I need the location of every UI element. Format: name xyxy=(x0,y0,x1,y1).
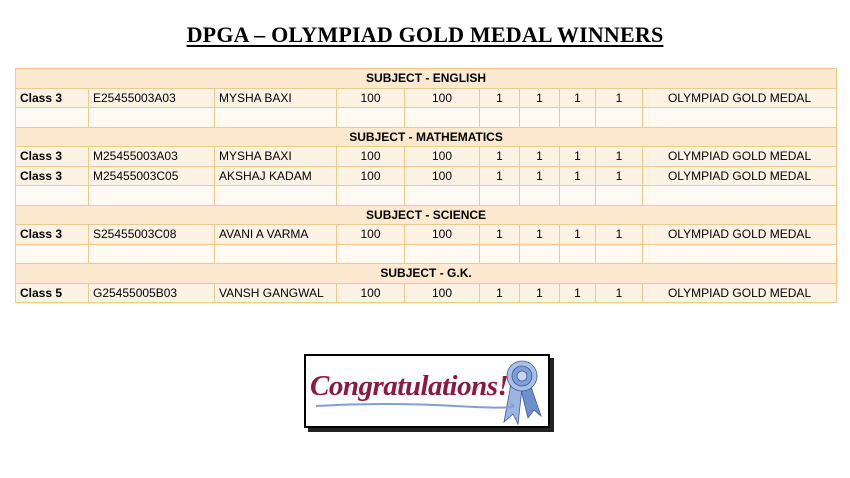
empty-cell xyxy=(16,108,89,128)
empty-cell xyxy=(596,244,643,264)
spacer-row xyxy=(16,244,837,264)
empty-cell xyxy=(89,108,215,128)
rank-cell: 1 xyxy=(520,147,560,167)
score-cell: 100 xyxy=(405,147,480,167)
award-cell: OLYMPIAD GOLD MEDAL xyxy=(643,147,837,167)
class-cell: Class 5 xyxy=(16,283,89,303)
page-title: DPGA – OLYMPIAD GOLD MEDAL WINNERS xyxy=(186,22,664,47)
code-cell: E25455003A03 xyxy=(89,88,215,108)
empty-cell xyxy=(520,186,560,206)
student-name-cell: MYSHA BAXI xyxy=(215,88,337,108)
winners-table xyxy=(15,68,837,303)
empty-cell xyxy=(643,108,837,128)
empty-cell xyxy=(215,186,337,206)
max-marks-cell: 100 xyxy=(337,166,405,186)
rank-cell: 1 xyxy=(596,166,643,186)
empty-cell xyxy=(643,186,837,206)
table-row xyxy=(16,283,837,303)
subject-heading: SUBJECT - G.K. xyxy=(16,264,837,284)
class-cell: Class 3 xyxy=(16,166,89,186)
rank-cell: 1 xyxy=(560,88,596,108)
empty-cell xyxy=(643,244,837,264)
empty-cell xyxy=(405,186,480,206)
award-cell: OLYMPIAD GOLD MEDAL xyxy=(643,88,837,108)
spacer-row xyxy=(16,186,837,206)
max-marks-cell: 100 xyxy=(337,283,405,303)
score-cell: 100 xyxy=(405,225,480,245)
subject-heading: SUBJECT - ENGLISH xyxy=(16,69,837,89)
code-cell: G25455005B03 xyxy=(89,283,215,303)
rank-cell: 1 xyxy=(480,283,520,303)
rank-cell: 1 xyxy=(560,225,596,245)
empty-cell xyxy=(596,186,643,206)
rank-cell: 1 xyxy=(480,147,520,167)
code-cell: S25455003C08 xyxy=(89,225,215,245)
subject-heading: SUBJECT - MATHEMATICS xyxy=(16,127,837,147)
empty-cell xyxy=(480,108,520,128)
award-cell: OLYMPIAD GOLD MEDAL xyxy=(643,283,837,303)
award-cell: OLYMPIAD GOLD MEDAL xyxy=(643,166,837,186)
empty-cell xyxy=(215,244,337,264)
rank-cell: 1 xyxy=(560,283,596,303)
award-cell: OLYMPIAD GOLD MEDAL xyxy=(643,225,837,245)
empty-cell xyxy=(337,186,405,206)
empty-cell xyxy=(520,108,560,128)
score-cell: 100 xyxy=(405,88,480,108)
rank-cell: 1 xyxy=(596,225,643,245)
empty-cell xyxy=(16,186,89,206)
subject-heading: SUBJECT - SCIENCE xyxy=(16,205,837,225)
score-cell: 100 xyxy=(405,283,480,303)
max-marks-cell: 100 xyxy=(337,147,405,167)
empty-cell xyxy=(520,244,560,264)
subject-header-row xyxy=(16,69,837,89)
rank-cell: 1 xyxy=(520,283,560,303)
rank-cell: 1 xyxy=(480,88,520,108)
empty-cell xyxy=(560,108,596,128)
rank-cell: 1 xyxy=(480,166,520,186)
class-cell: Class 3 xyxy=(16,147,89,167)
student-name-cell: MYSHA BAXI xyxy=(215,147,337,167)
empty-cell xyxy=(405,244,480,264)
empty-cell xyxy=(596,108,643,128)
score-cell: 100 xyxy=(405,166,480,186)
empty-cell xyxy=(89,244,215,264)
class-cell: Class 3 xyxy=(16,88,89,108)
rank-cell: 1 xyxy=(596,283,643,303)
rank-cell: 1 xyxy=(480,225,520,245)
rank-cell: 1 xyxy=(560,166,596,186)
empty-cell xyxy=(89,186,215,206)
rank-cell: 1 xyxy=(520,166,560,186)
rank-cell: 1 xyxy=(596,147,643,167)
empty-cell xyxy=(16,244,89,264)
empty-cell xyxy=(215,108,337,128)
empty-cell xyxy=(405,108,480,128)
empty-cell xyxy=(480,244,520,264)
congratulations-text: Congratulations! xyxy=(310,370,509,402)
subject-header-row xyxy=(16,205,837,225)
subject-header-row xyxy=(16,264,837,284)
class-cell: Class 3 xyxy=(16,225,89,245)
table-row xyxy=(16,147,837,167)
subject-header-row xyxy=(16,127,837,147)
empty-cell xyxy=(337,244,405,264)
student-name-cell: AVANI A VARMA xyxy=(215,225,337,245)
table-row xyxy=(16,166,837,186)
max-marks-cell: 100 xyxy=(337,225,405,245)
code-cell: M25455003C05 xyxy=(89,166,215,186)
spacer-row xyxy=(16,108,837,128)
table-row xyxy=(16,225,837,245)
max-marks-cell: 100 xyxy=(337,88,405,108)
rank-cell: 1 xyxy=(520,225,560,245)
student-name-cell: AKSHAJ KADAM xyxy=(215,166,337,186)
table-row xyxy=(16,88,837,108)
rank-cell: 1 xyxy=(560,147,596,167)
empty-cell xyxy=(337,108,405,128)
empty-cell xyxy=(560,186,596,206)
rank-cell: 1 xyxy=(596,88,643,108)
congratulations-banner xyxy=(304,354,550,428)
student-name-cell: VANSH GANGWAL xyxy=(215,283,337,303)
empty-cell xyxy=(480,186,520,206)
rank-cell: 1 xyxy=(520,88,560,108)
code-cell: M25455003A03 xyxy=(89,147,215,167)
empty-cell xyxy=(560,244,596,264)
